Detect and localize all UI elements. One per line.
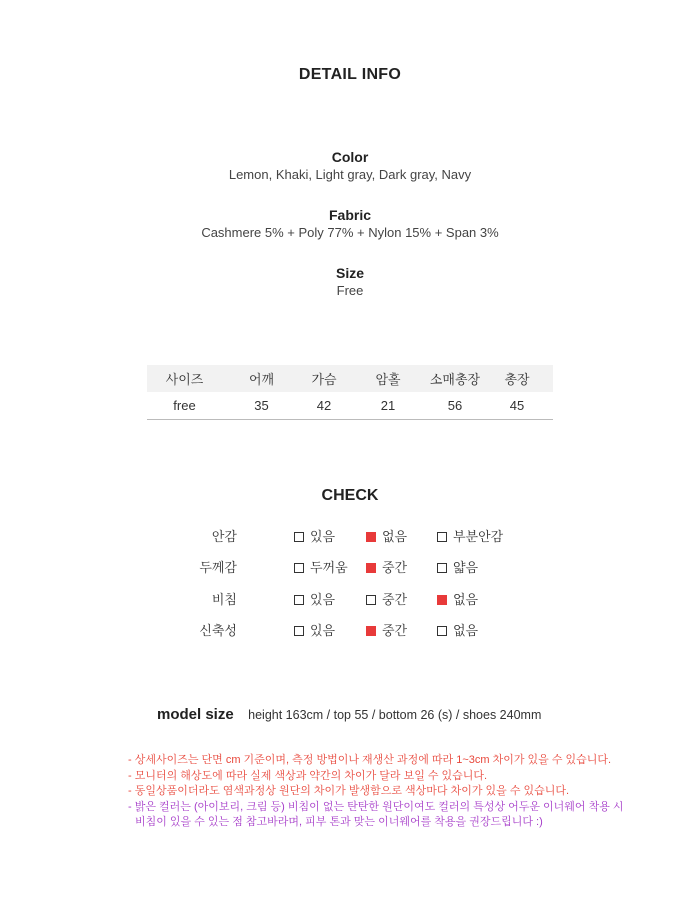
check-label: 두께감 (199, 560, 237, 575)
check-title: CHECK (321, 487, 379, 504)
check-option (294, 527, 335, 547)
size-label: Size (335, 265, 364, 281)
option-label: 없음 (382, 529, 408, 544)
note-line: - 동일상품이더라도 염색과정상 원단의 차이가 발생함으로 색상마다 차이가 있을 수 있습니다. (128, 785, 570, 797)
check-option (366, 558, 407, 578)
check-option (294, 621, 335, 641)
header-cell: 어깨 (222, 365, 301, 392)
size-info (0, 264, 700, 300)
check-row-lining (0, 527, 700, 547)
option-label: 있음 (310, 529, 336, 544)
table-cell: free (147, 392, 222, 420)
checkbox-icon (294, 532, 304, 542)
table-cell: 45 (481, 392, 553, 420)
check-label: 비침 (211, 592, 237, 607)
page-title: DETAIL INFO (298, 66, 402, 83)
checkbox-icon (437, 532, 447, 542)
check-label: 신축성 (199, 623, 237, 638)
model-size-value: height 163cm / top 55 / bottom 26 (s) / shoes 240mm (248, 708, 542, 722)
check-option (437, 558, 478, 578)
checkbox-checked-icon (437, 595, 447, 605)
fabric-info (0, 206, 700, 242)
model-size (157, 706, 541, 724)
table-cell: 35 (222, 392, 301, 420)
color-info (0, 148, 700, 184)
size-value: Free (336, 283, 364, 298)
checkbox-icon (294, 626, 304, 636)
option-label: 없음 (453, 623, 479, 638)
checkbox-checked-icon (366, 626, 376, 636)
table-row (147, 392, 553, 420)
option-label: 중간 (382, 560, 408, 575)
check-row-sheerness (0, 590, 700, 610)
header-cell: 사이즈 (147, 365, 222, 392)
option-label: 중간 (382, 592, 408, 607)
checkbox-checked-icon (366, 563, 376, 573)
size-table-header (147, 365, 553, 392)
fabric-label: Fabric (328, 207, 371, 223)
table-cell: 56 (429, 392, 481, 420)
checkbox-checked-icon (366, 532, 376, 542)
table-cell: 42 (301, 392, 347, 420)
header-cell: 암홀 (347, 365, 429, 392)
check-row-thickness (0, 558, 700, 578)
header-cell: 가슴 (301, 365, 347, 392)
note-line: 비침이 있을 수 있는 점 참고바라며, 피부 톤과 맞는 이너웨어를 착용을 권장드립니다 :) (135, 816, 543, 828)
option-label: 중간 (382, 623, 408, 638)
checkbox-icon (437, 563, 447, 573)
check-option (366, 621, 407, 641)
check-option (294, 590, 335, 610)
size-table (147, 365, 553, 420)
option-label: 없음 (453, 592, 479, 607)
color-value: Lemon, Khaki, Light gray, Dark gray, Navy (228, 167, 472, 182)
checkbox-icon (437, 626, 447, 636)
check-row-stretch (0, 621, 700, 641)
header-cell: 총장 (481, 365, 553, 392)
option-label: 있음 (310, 592, 336, 607)
check-option (437, 590, 478, 610)
checkbox-icon (366, 595, 376, 605)
check-option (437, 527, 503, 547)
checkbox-icon (294, 595, 304, 605)
check-option (437, 621, 478, 641)
check-option (366, 527, 407, 547)
checkbox-icon (294, 563, 304, 573)
note-line: - 상세사이즈는 단면 cm 기준이며, 측정 방법이나 재생산 과정에 따라 1~3cm 차이가 있을 수 있습니다. (128, 754, 612, 766)
option-label: 얇음 (453, 560, 479, 575)
option-label: 부분안감 (453, 529, 504, 544)
header-cell: 소매총장 (429, 365, 481, 392)
check-option (294, 558, 348, 578)
notes (128, 753, 624, 831)
fabric-value: Cashmere 5% + Poly 77% + Nylon 15% + Span 3% (201, 225, 499, 240)
color-label: Color (331, 149, 369, 165)
option-label: 있음 (310, 623, 336, 638)
table-cell: 21 (347, 392, 429, 420)
note-line: - 밝은 컬러는 (아이보리, 크림 등) 비침이 없는 탄탄한 원단이여도 컬러의 특성상 어두운 이너웨어 착용 시 (128, 800, 624, 813)
note-line: - 모니터의 해상도에 따라 실제 색상과 약간의 차이가 달라 보일 수 있습니다. (128, 769, 488, 782)
check-label: 안감 (211, 529, 237, 544)
model-size-label: model size (157, 706, 234, 723)
option-label: 두꺼움 (310, 560, 348, 575)
check-option (366, 590, 407, 610)
